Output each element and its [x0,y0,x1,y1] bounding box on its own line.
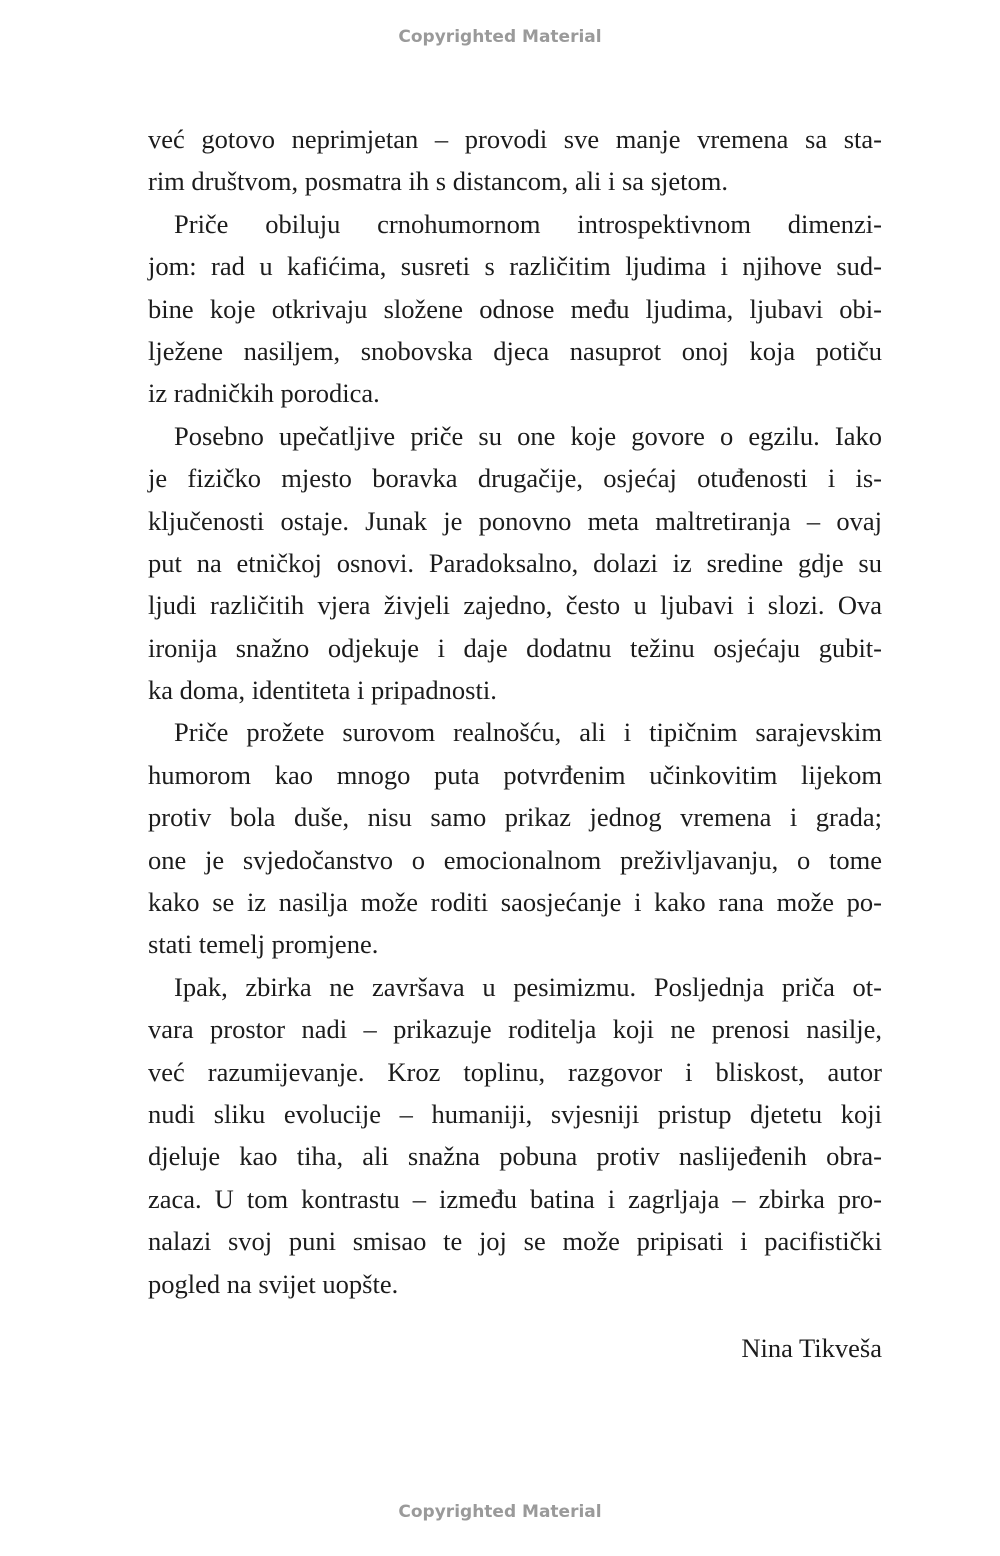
text-line: kako se iz nasilja može roditi saosjećanje i kako rana može po- [148,887,882,918]
text-line: ključenosti ostaje. Junak je ponovno meta maltretiranja – ovaj [148,505,882,536]
text-line: lježene nasiljem, snobovska djeca nasuprot onoj koja potiču [148,335,882,366]
text-line: već gotovo neprimjetan – provodi sve manje vremena sa sta- [148,124,882,154]
text-line: humorom kao mnogo puta potvrđenim učinkovitim lijekom [148,759,882,790]
text-line: zaca. U tom kontrastu – između batina i zagrljaja – zbirka pro- [148,1183,882,1214]
text-line: Priče obiluju crnohumornom introspektivnom dimenzi- [174,208,882,239]
text-line: put na etničkoj osnovi. Paradoksalno, dolazi iz sredine gdje su [148,547,882,578]
text-line: Ipak, zbirka ne završava u pesimizmu. Posljednja priča ot- [174,971,882,1002]
text-line: vara prostor nadi – prikazuje roditelja koji ne prenosi nasilje, [148,1014,882,1045]
text-line: pogled na svijet uopšte. [148,1268,399,1299]
author-signature: Nina Tikveša [741,1333,882,1363]
text-line: već razumijevanje. Kroz toplinu, razgovor i bliskost, autor [148,1056,882,1087]
text-line: Posebno upečatljive priče su one koje govore o egzilu. Iako [174,420,882,451]
text-line: rim društvom, posmatra ih s distancom, ali i sa sjetom. [148,166,728,197]
text-line: bine koje otkrivaju složene odnose među ljudima, ljubavi obi- [148,293,882,324]
text-line: one je svjedočanstvo o emocionalnom preživljavanju, o tome [148,844,882,875]
paragraph [148,415,882,712]
paragraph [148,711,882,965]
paragraph [148,118,882,203]
text-line: je fizičko mjesto boravka drugačije, osjećaj otuđenosti i is- [148,463,882,494]
text-line: djeluje kao tiha, ali snažna pobuna protiv naslijeđenih obra- [148,1141,882,1172]
copyright-watermark-bottom: Copyrighted Material [398,1502,602,1522]
text-line: nalazi svoj puni smisao te joj se može pripisati i pacifistički [148,1226,882,1257]
text-line: stati temelj promjene. [148,929,379,960]
paragraph [148,966,882,1305]
text-line: ka doma, identiteta i pripadnosti. [148,675,497,706]
text-line: Priče prožete surovom realnošću, ali i tipičnim sarajevskim [174,717,882,748]
text-line: nudi sliku evolucije – humaniji, svjesniji pristup djetetu koji [148,1098,882,1129]
text-line: iz radničkih porodica. [148,378,380,409]
text-line: ironija snažno odjekuje i daje dodatnu težinu osjećaju gubit- [148,632,882,663]
text-line: jom: rad u kafićima, susreti s različitim ljudima i njihove sud- [148,251,882,282]
paragraph [148,203,882,415]
text-line: ljudi različitih vjera živjeli zajedno, često u ljubavi i slozi. Ova [148,590,882,621]
copyright-watermark-top: Copyrighted Material [398,27,602,47]
text-line: protiv bola duše, nisu samo prikaz jednog vremena i grada; [148,802,882,833]
body-text [148,118,882,1305]
